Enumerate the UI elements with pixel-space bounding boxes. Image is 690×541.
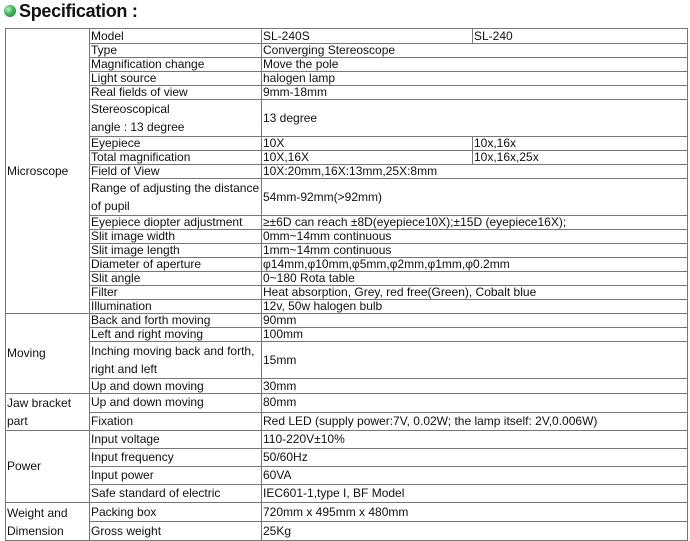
table-row	[6, 328, 688, 342]
row-label-line-2: of pupil	[91, 199, 130, 213]
table-row	[6, 449, 688, 467]
row-value: Move the pole	[262, 58, 688, 72]
table-row	[6, 300, 688, 314]
row-value: 9mm-18mm	[262, 86, 688, 100]
spec-heading	[4, 0, 138, 22]
row-label: Filter	[90, 286, 262, 300]
group-power: Power	[6, 431, 90, 503]
row-value: 30mm	[262, 379, 688, 394]
row-value: 25Kg	[262, 522, 688, 541]
row-label: Eyepiece	[90, 137, 262, 151]
table-row	[6, 485, 688, 503]
row-value: Heat absorption, Grey, red free(Green), Cobalt blue	[262, 286, 688, 300]
table-row	[6, 412, 688, 431]
table-row	[6, 230, 688, 244]
row-value: 80mm	[262, 394, 688, 413]
row-label: Real fields of view	[90, 86, 262, 100]
group-jaw-line-2: part	[7, 414, 28, 428]
row-value: 10X,16X	[262, 151, 473, 165]
table-row	[6, 165, 688, 179]
row-value: 54mm-92mm(>92mm)	[262, 179, 688, 216]
table-row	[6, 394, 688, 413]
group-moving: Moving	[6, 314, 90, 394]
table-row	[6, 379, 688, 394]
table-row	[6, 44, 688, 58]
row-value: 100mm	[262, 328, 688, 342]
row-label: Input power	[90, 467, 262, 485]
row-label: Model	[90, 29, 262, 44]
row-label: Back and forth moving	[90, 314, 262, 328]
row-value: 15mm	[262, 342, 688, 379]
row-label: Slit angle	[90, 272, 262, 286]
table-row	[6, 216, 688, 230]
group-microscope: Microscope	[6, 29, 90, 314]
table-row	[6, 522, 688, 541]
row-value: 110-220V±10%	[262, 431, 688, 449]
group-jaw-bracket	[6, 394, 90, 431]
row-label: Input voltage	[90, 431, 262, 449]
table-row	[6, 151, 688, 165]
table-row	[6, 179, 688, 216]
group-weight-dimension	[6, 503, 90, 541]
group-weight-line-2: Dimension	[7, 523, 64, 538]
bullet-icon	[4, 5, 16, 17]
table-row	[6, 100, 688, 137]
row-value: 1mm~14mm continuous	[262, 244, 688, 258]
table-row	[6, 29, 688, 44]
row-label: Up and down moving	[90, 379, 262, 394]
table-row	[6, 286, 688, 300]
row-label: Illumination	[90, 300, 262, 314]
table-row	[6, 342, 688, 379]
row-value-2: 10x,16x	[473, 137, 688, 151]
row-label	[90, 100, 262, 137]
row-value: 720mm x 495mm x 480mm	[262, 503, 688, 522]
spec-table	[5, 28, 688, 541]
table-row	[6, 431, 688, 449]
row-value: 90mm	[262, 314, 688, 328]
row-value: 0~180 Rota table	[262, 272, 688, 286]
row-value: 60VA	[262, 467, 688, 485]
row-value: 13 degree	[262, 100, 688, 137]
table-row	[6, 86, 688, 100]
row-value: ≥±6D can reach ±8D(eyepiece10X);±15D (eyepiece16X);	[262, 216, 688, 230]
row-value: IEC601-1,type I, BF Model	[262, 485, 688, 503]
row-label-line-1: Range of adjusting the distance	[91, 181, 260, 195]
table-row	[6, 467, 688, 485]
table-row	[6, 503, 688, 522]
row-value: 12v, 50w halogen bulb	[262, 300, 688, 314]
row-value: 10X	[262, 137, 473, 151]
table-row	[6, 244, 688, 258]
row-value: Converging Stereoscope	[262, 44, 688, 58]
row-value: 50/60Hz	[262, 449, 688, 467]
table-row	[6, 72, 688, 86]
row-value-2: 10x,16x,25x	[473, 151, 688, 165]
row-value: 10X:20mm,16X:13mm,25X:8mm	[262, 165, 688, 179]
table-row	[6, 314, 688, 328]
row-label: Packing box	[90, 503, 262, 522]
row-label: Left and right moving	[90, 328, 262, 342]
row-value: 0mm~14mm continuous	[262, 230, 688, 244]
row-label: Slit image length	[90, 244, 262, 258]
row-label: Fixation	[90, 412, 262, 431]
row-label: Safe standard of electric	[90, 485, 262, 503]
row-label: Light source	[90, 72, 262, 86]
row-label	[90, 342, 262, 379]
row-value: Red LED (supply power:7V, 0.02W; the lamp itself: 2V,0.006W)	[262, 412, 688, 431]
row-label-line-1: Stereoscopical	[91, 102, 170, 116]
row-value: SL-240S	[262, 29, 473, 44]
row-label: Diameter of aperture	[90, 258, 262, 272]
table-row	[6, 58, 688, 72]
table-row	[6, 137, 688, 151]
row-label: Input frequency	[90, 449, 262, 467]
row-label: Eyepiece diopter adjustment	[90, 216, 262, 230]
spec-title: Specification :	[19, 0, 138, 21]
row-label: Field of View	[90, 165, 262, 179]
row-label-line-2: angle : 13 degree	[91, 120, 185, 134]
row-value: φ14mm,φ10mm,φ5mm,φ2mm,φ1mm,φ0.2mm	[262, 258, 688, 272]
row-label	[90, 179, 262, 216]
row-label: Total magnification	[90, 151, 262, 165]
table-row	[6, 258, 688, 272]
row-label: Gross weight	[90, 522, 262, 541]
row-value-2: SL-240	[473, 29, 688, 44]
row-label: Slit image width	[90, 230, 262, 244]
row-label: Up and down moving	[90, 394, 262, 413]
row-label: Magnification change	[90, 58, 262, 72]
row-value: halogen lamp	[262, 72, 688, 86]
table-row	[6, 272, 688, 286]
group-jaw-line-1: Jaw bracket	[7, 396, 72, 410]
row-label-line-1: Inching moving back and forth,	[91, 344, 255, 358]
row-label-line-2: right and left	[91, 362, 158, 376]
group-weight-line-1: Weight and	[7, 505, 68, 520]
row-label: Type	[90, 44, 262, 58]
